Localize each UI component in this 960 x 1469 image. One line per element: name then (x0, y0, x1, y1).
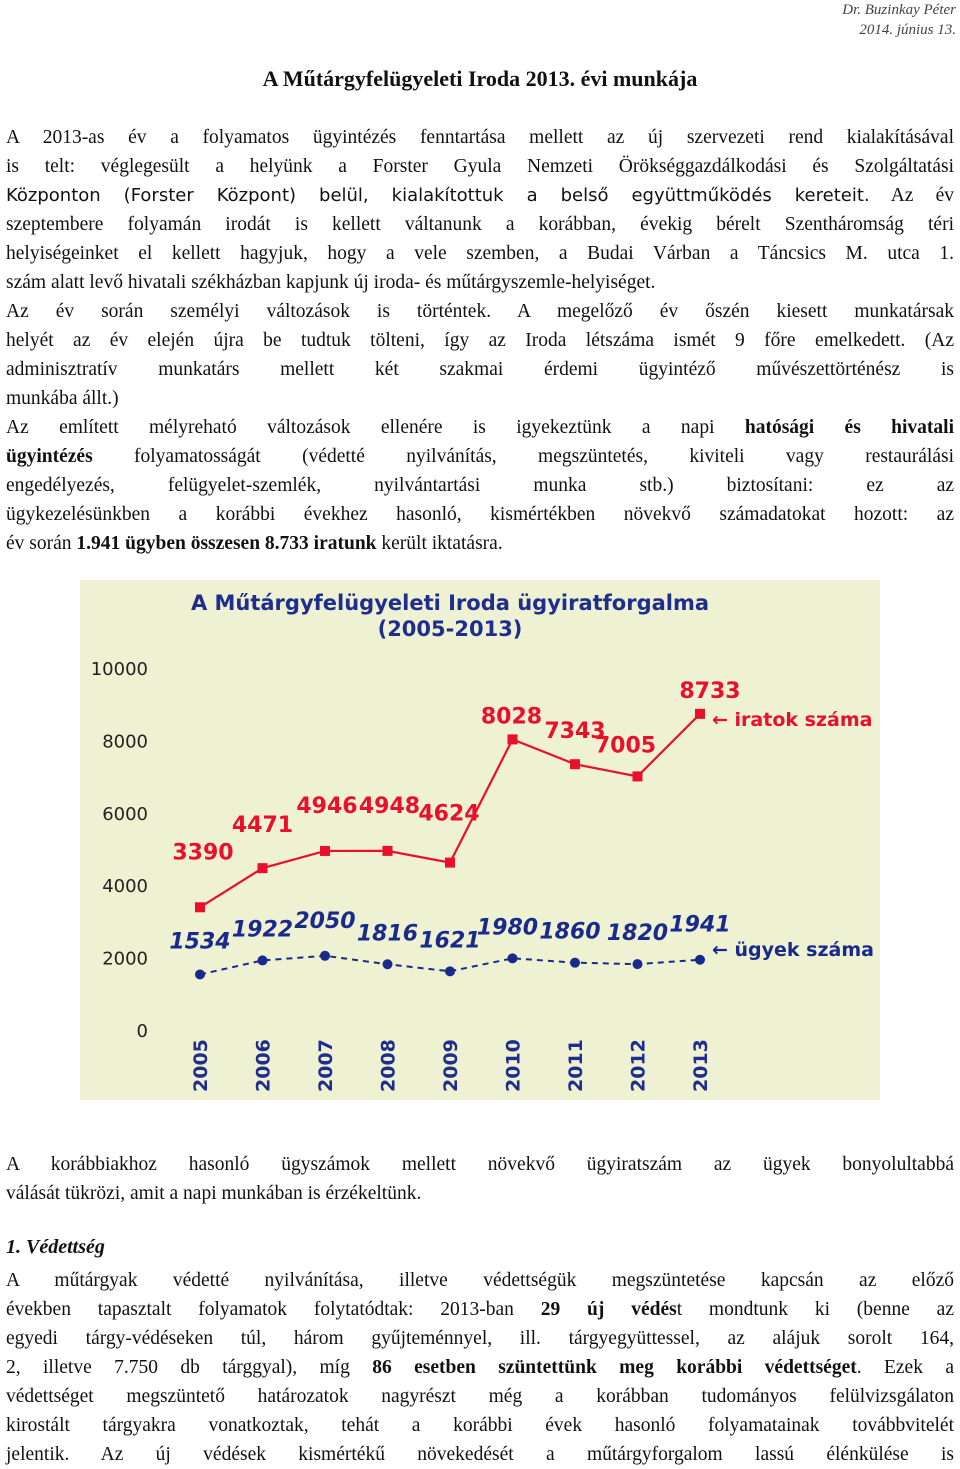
x-tick-label: 2009 (440, 1039, 462, 1092)
header-meta (842, 0, 956, 40)
text-line: A korábbiakhoz hasonló ügyszámok mellett növekvő ügyiratszám az ügyek bonyolultabbá (6, 1154, 954, 1175)
text-run: Központon (Forster Központ) belül, kialakítottuk a belső együttműködés kereteit. (6, 185, 870, 206)
x-tick-label: 2007 (315, 1039, 337, 1092)
data-label: 4624 (418, 801, 480, 827)
data-point-iratok (445, 858, 455, 868)
chart-title: A Műtárgyfelügyeleti Iroda ügyiratforgalma (190, 591, 710, 615)
y-tick-label: 2000 (102, 948, 148, 970)
text-line (6, 1353, 954, 1382)
summary-paragraph (6, 1150, 954, 1208)
y-tick-label: 10000 (90, 659, 148, 680)
text-line: szeptembere folyamán irodát is kellett váltanunk a korábban, évekig bérelt Szentháromság téri (6, 214, 954, 235)
text-run: Az év (869, 185, 954, 206)
text-line (6, 413, 954, 442)
text-line (6, 181, 954, 210)
text-line (6, 442, 954, 471)
text-run: került iktatásra. (376, 533, 503, 554)
author-name: Dr. Buzinkay Péter (842, 2, 956, 18)
data-label: 4948 (358, 793, 421, 819)
data-label: 4946 (296, 793, 358, 819)
data-point-ugyek (320, 951, 330, 961)
text-line: adminisztratív munkatárs mellett két szakmai érdemi ügyintéző művészettörténész is (6, 359, 954, 380)
x-tick-label: 2013 (690, 1039, 712, 1092)
text-line: szám alatt levő hivatali székházban kapjunk új iroda- és műtárgyszemle-helyiséget. (6, 272, 656, 293)
y-tick-label: 8000 (102, 731, 148, 753)
text-line: A műtárgyak védetté nyilvánítása, illetve védettségük megszüntetése kapcsán az előző (6, 1270, 954, 1291)
data-label: 3390 (172, 840, 234, 866)
chart-subtitle: (2005-2013) (377, 617, 523, 641)
data-label: 4471 (231, 813, 294, 839)
data-label: 1922 (231, 917, 294, 943)
section-heading: 1. Védettség (6, 1236, 105, 1258)
bold-run: 1.941 ügyben összesen 8.733 iratunk (76, 533, 377, 554)
data-point-ugyek (508, 953, 518, 963)
data-point-ugyek (570, 958, 580, 968)
data-point-ugyek (695, 955, 705, 965)
data-point-iratok (383, 846, 393, 856)
text-line: is telt: véglegesült a helyünk a Forster Gyula Nemzeti Örökséggazdálkodási és Szolgáltatási (6, 156, 954, 177)
data-label: 2050 (294, 908, 356, 934)
data-point-iratok (695, 709, 705, 719)
data-label: 1860 (539, 919, 601, 945)
protection-paragraph (6, 1266, 954, 1469)
data-point-iratok (570, 759, 580, 769)
x-tick-label: 2005 (190, 1039, 212, 1092)
data-point-iratok (633, 771, 643, 781)
text-line: engedélyezés, felügyelet-szemlék, nyilvántartási munka stb.) biztosítani: ez az (6, 475, 954, 496)
intro-paragraph (6, 123, 954, 558)
data-label: 1820 (606, 921, 669, 947)
data-label: 1816 (356, 921, 419, 947)
text-run: t mondtunk ki (benne az (676, 1299, 954, 1320)
text-line: válását tükrözi, amit a napi munkában is érzékeltünk. (6, 1183, 422, 1204)
x-tick-label: 2011 (565, 1039, 587, 1092)
data-point-ugyek (195, 969, 205, 979)
x-tick-label: 2008 (377, 1039, 400, 1092)
data-label: 1980 (476, 915, 539, 941)
line-chart (80, 580, 880, 1100)
data-point-iratok (320, 846, 330, 856)
data-label: 8733 (679, 678, 741, 704)
data-label: 1534 (169, 929, 231, 955)
text-run: 2, illetve 7.750 db tárggyal), míg (6, 1357, 373, 1378)
bold-run: ügyintézés (6, 446, 93, 467)
bold-run: 86 esetben szüntettünk meg korábbi védettséget (372, 1357, 857, 1378)
data-point-ugyek (258, 955, 268, 965)
data-point-iratok (195, 902, 205, 912)
x-tick-label: 2010 (502, 1039, 525, 1092)
y-tick-label: 0 (136, 1021, 148, 1042)
y-tick-label: 4000 (102, 876, 148, 898)
bold-run: 29 új védés (540, 1299, 677, 1320)
text-line (6, 1295, 954, 1324)
text-run: folyamatosságát (védetté nyilvánítás, megszüntetés, kiviteli vagy restaurálási (92, 446, 954, 467)
data-point-ugyek (445, 966, 455, 976)
data-point-ugyek (633, 959, 643, 969)
y-tick-label: 6000 (102, 803, 148, 825)
data-label: 1621 (419, 928, 481, 954)
text-line: egyedi tárgy-védéseken túl, három gyűjteménnyel, ill. tárgyegyüttessel, az alájuk sorolt 164, (6, 1328, 954, 1349)
chart-container (80, 580, 880, 1100)
text-line: jelentik. Az új védések kismértékű növekedését a műtárgyforgalom lassú élénkülése is (6, 1444, 954, 1465)
text-line: Az év során személyi változások is történtek. A megelőző év őszén kiesett munkatársak (6, 301, 954, 322)
text-line: ügykezelésünkben a korábbi évekhez hasonló, kismértékben növekvő számadatokat hozott: az (6, 504, 954, 525)
text-line: helyét az év elején újra be tudtuk tölteni, így az Iroda létszáma ismét 9 főre emelkedett. (Az (6, 330, 954, 351)
text-line: kirostált tárgyakra vonatkoztak, tehát a korábbi évek hasonló folyamatainak továbbvitelét (6, 1415, 954, 1436)
data-point-ugyek (383, 959, 393, 969)
document-title: A Műtárgyfelügyeleti Iroda 2013. évi munkája (262, 66, 698, 91)
data-label: 1941 (669, 912, 731, 938)
data-label: 7005 (594, 733, 657, 759)
text-run: Az említett mélyreható változások ellenére is igyekeztünk a napi (6, 417, 745, 438)
text-line: védettséget megszüntető határozatok nagyrészt még a korábban tudományos felülvizsgálaton (6, 1386, 954, 1407)
text-line (6, 529, 954, 558)
text-line: helyiségeinket el kellett hagyjuk, hogy a vele szemben, a Budai Várban a Táncsics M. utca 1. (6, 243, 954, 264)
x-tick-label: 2012 (627, 1039, 650, 1092)
text-line: A 2013-as év a folyamatos ügyintézés fenntartása mellett az új szervezeti rend kialakításával (6, 127, 954, 148)
text-run: években tapasztalt folyamatok folytatódtak: 2013-ban (6, 1299, 541, 1320)
legend-label: ← ügyek száma (712, 939, 874, 961)
data-point-iratok (508, 734, 518, 744)
data-label: 7343 (544, 719, 606, 745)
text-run: . Ezek a (856, 1357, 954, 1378)
data-label: 8028 (480, 704, 543, 730)
text-run: év során (6, 533, 77, 554)
text-line: munkába állt.) (6, 388, 119, 409)
document-date: 2014. június 13. (859, 22, 956, 38)
legend-label: ← iratok száma (712, 709, 873, 731)
bold-run: hatósági és hivatali (744, 417, 955, 438)
data-point-iratok (258, 863, 268, 873)
x-tick-label: 2006 (252, 1039, 275, 1092)
